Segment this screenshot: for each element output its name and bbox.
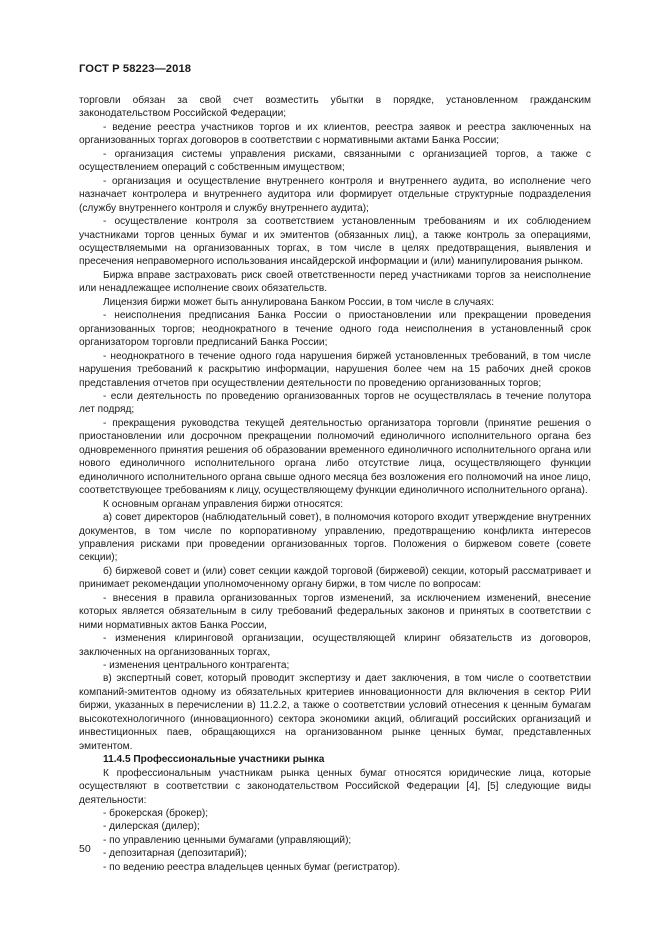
paragraph: К профессиональным участникам рынка ценных бумаг относятся юридические лица, которые осуществляют в соответствии с законодательством Российской Федерации [4], [5] следующие виды деятельности: <box>79 767 591 806</box>
section-heading: 11.4.5 Профессиональные участники рынка <box>103 754 325 766</box>
list-item: а) совет директоров (наблюдательный совет), в полномочия которого входит утверждение внутренних документов, в том числе по корпоративному управлению, предотвращению конфликта интересов управления рисками при проведении организованных торгов. Положения о биржевом совете (совете секции); <box>79 512 591 564</box>
list-item: - дилерская (дилер); <box>103 821 200 833</box>
list-item: б) биржевой совет и (или) совет секции каждой торговой (биржевой) секции, который рассматривает и принимает рекомендации уполномоченному органу биржи, в том числе по вопросам: <box>79 565 591 591</box>
list-item: - по управлению ценными бумагами (управляющий); <box>103 834 352 846</box>
paragraph: торговли обязан за свой счет возместить убытки в порядке, установленном гражданским законодательством Российской Федерации; <box>79 95 591 120</box>
paragraph: К основным органам управления биржи относятся: <box>103 498 344 510</box>
list-item: - изменения центрального контрагента; <box>103 660 290 672</box>
list-item: - организация и осуществление внутреннего контроля и внутреннего аудита, во исполнение чего назначает контролера и внутреннего аудитора или формирует отдельные структурные подразделения (службу внутреннего контроля и службу внутреннего аудита); <box>79 175 591 214</box>
list-item: - по ведению реестра владельцев ценных бумаг (регистратор). <box>103 861 401 873</box>
document-body <box>79 94 591 874</box>
list-item: - если деятельность по проведению организованных торгов не осуществлялась в течение полутора лет подряд; <box>79 390 591 416</box>
list-item: - осуществление контроля за соответствием установленным требованиям и их соблюдением участниками торгов ценных бумаг и их эмитентов (обязанных лиц), а также контроль за операциями, осуществляемыми на организованных торгах, в том числе в целях предотвращения, выявления и пресечения неправомерного использования инсайдерской информации и (или) манипулирования рынком. <box>79 216 591 268</box>
paragraph: Биржа вправе застраховать риск своей ответственности перед участниками торгов за неисполнение или ненадлежащее исполнение своих обязательств. <box>79 269 591 295</box>
list-item: - организация системы управления рисками, связанными с организацией торгов, а также с осуществлением операций с собственным имуществом; <box>79 148 591 174</box>
list-item: в) экспертный совет, который проводит экспертизу и дает заключения, в том числе о соответствии компаний-эмитентов одному из обязательных критериев инновационности для включения в сектор РИИ биржи, указанных в перечислении в) 11.2.2, а также о соответствии условий отнесения к ценным бумагам высокотехнологичного (инновационного) сектора экономики акций, облигаций российских организаций и инвестиционных паев, обращающихся на организованном рынке ценных бумаг, представленных эмитентом. <box>79 673 591 752</box>
list-item: - прекращения руководства текущей деятельностью организатора торговли (принятие решения о приостановлении или досрочном прекращении полномочий единоличного исполнительного органа без одновременного принятия решения об образовании временного единоличного исполнительного органа или нового единоличного исполнительного органа либо отсутствие лица, осуществляющего функции единоличного исполнительного органа свыше одного месяца без возложения его полномочий на иное лицо, соответствующее требованиям к лицу, осуществляющему функции единоличного исполнительного органа). <box>79 417 591 497</box>
document-code: ГОСТ Р 58223—2018 <box>79 63 192 75</box>
paragraph: Лицензия биржи может быть аннулирована Банком России, в том числе в случаях: <box>103 296 495 308</box>
list-item: - депозитарная (депозитарий); <box>103 848 247 860</box>
list-item: - неисполнения предписания Банка России о приостановлении или прекращении проведения организованных торгов; неоднократного в течение одного года неисполнения в установленный срок организатором торговли предписаний Банка России; <box>79 310 591 349</box>
list-item: - внесения в правила организованных торгов изменений, за исключением изменений, внесение которых является обязательным в силу требований федеральных законов и принятых в соответствии с ними нормативных актов Банка России, <box>79 592 591 631</box>
list-item: - брокерская (брокер); <box>103 808 209 820</box>
page-number: 50 <box>79 843 91 855</box>
list-item: - ведение реестра участников торгов и их клиентов, реестра заявок и реестра заключенных на организованных торгах договоров в соответствии с нормативными актами Банка России; <box>79 121 591 147</box>
list-item: - изменения клиринговой организации, осуществляющей клиринг обязательств из договоров, заключенных на организованных торгах, <box>79 633 591 658</box>
list-item: - неоднократного в течение одного года нарушения биржей установленных требований, в том числе нарушения требований к раскрытию информации, нарушения более чем на 15 рабочих дней сроков представления отчетов при осуществлении деятельности по проведению организованных торгов; <box>79 350 591 389</box>
